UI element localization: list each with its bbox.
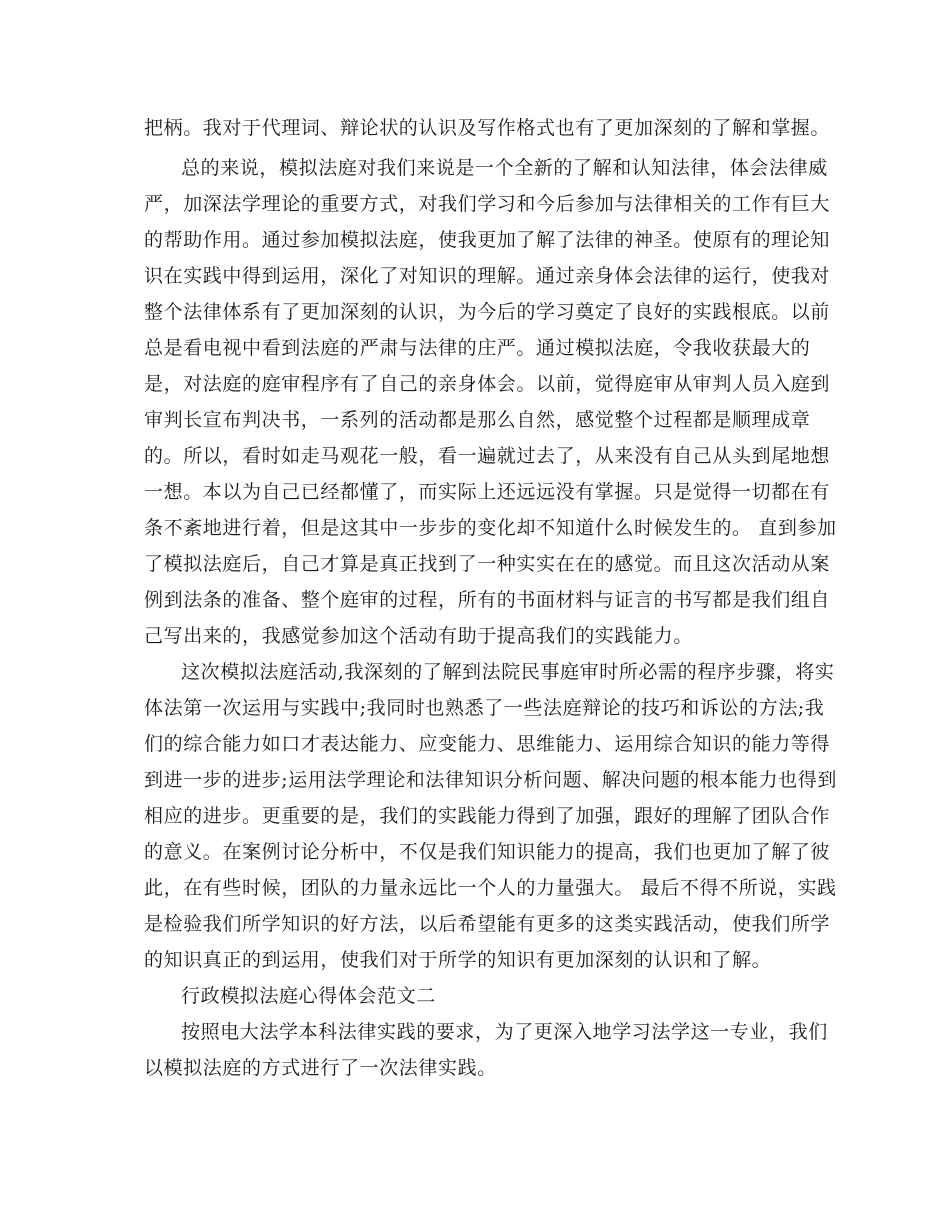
text-line: 按照电大法学本科法律实践的要求，为了更深入地学习法学这一专业，我们 xyxy=(181,1021,828,1043)
text-line: 们的综合能力如口才表达能力、应变能力、思维能力、运用综合知识的能力等得 xyxy=(144,733,831,755)
text-line: 以模拟法庭的方式进行了一次法律实践。 xyxy=(144,1057,497,1079)
text-line: 是检验我们所学知识的好方法，以后希望能有更多的这类实践活动，使我们所学 xyxy=(144,913,831,935)
text-line: 的意义。在案例讨论分析中，不仅是我们知识能力的提高，我们也更加了解了彼 xyxy=(144,841,831,863)
text-line: 的。所以，看时如走马观花一般，看一遍就过去了，从来没有自己从头到尾地想 xyxy=(144,445,831,467)
text-line: 此，在有些时候，团队的力量永远比一个人的力量强大。 最后不得不所说，实践 xyxy=(144,877,837,899)
text-line: 这次模拟法庭活动,我深刻的了解到法院民事庭审时所必需的程序步骤，将实 xyxy=(181,661,835,683)
text-line: 整个法律体系有了更加深刻的认识，为今后的学习奠定了良好的实践根底。以前 xyxy=(144,301,831,323)
text-line: 审判长宣布判决书，一系列的活动都是那么自然，感觉整个过程都是顺理成章 xyxy=(144,409,811,431)
text-line: 总的来说，模拟法庭对我们来说是一个全新的了解和认知法律，体会法律威 xyxy=(181,157,828,179)
text-line: 相应的进步。更重要的是，我们的实践能力得到了加强，跟好的理解了团队合作 xyxy=(144,805,831,827)
text-line: 严，加深法学理论的重要方式，对我们学习和今后参加与法律相关的工作有巨大 xyxy=(144,193,831,215)
text-line: 把柄。我对于代理词、辩论状的认识及写作格式也有了更加深刻的了解和掌握。 xyxy=(144,117,831,139)
text-line: 的帮助作用。通过参加模拟法庭，使我更加了解了法律的神圣。使原有的理论知 xyxy=(144,229,831,251)
text-line: 一想。本以为自己已经都懂了，而实际上还远远没有掌握。只是觉得一切都在有 xyxy=(144,481,831,503)
text-line: 是，对法庭的庭审程序有了自己的亲身体会。以前，觉得庭审从审判人员入庭到 xyxy=(144,373,831,395)
text-line: 了模拟法庭后，自己才算是真正找到了一种实实在在的感觉。而且这次活动从案 xyxy=(144,553,831,575)
text-line: 体法第一次运用与实践中;我同时也熟悉了一些法庭辩论的技巧和诉讼的方法;我 xyxy=(144,697,825,719)
text-line: 到进一步的进步;运用法学理论和法律知识分析问题、解决问题的根本能力也得到 xyxy=(144,769,838,791)
text-line: 的知识真正的到运用，使我们对于所学的知识有更加深刻的认识和了解。 xyxy=(144,949,772,971)
text-line: 条不紊地进行着，但是这其中一步步的变化却不知道什么时候发生的。 直到参加 xyxy=(144,517,837,539)
section-heading: 行政模拟法庭心得体会范文二 xyxy=(181,985,436,1007)
text-line: 己写出来的，我感觉参加这个活动有助于提高我们的实践能力。 xyxy=(144,625,693,647)
text-line: 例到法条的准备、整个庭审的过程，所有的书面材料与证言的书写都是我们组自 xyxy=(144,589,831,611)
text-line: 识在实践中得到运用，深化了对知识的理解。通过亲身体会法律的运行，使我对 xyxy=(144,265,831,287)
text-line: 总是看电视中看到法庭的严肃与法律的庄严。通过模拟法庭，令我收获最大的 xyxy=(144,337,811,359)
